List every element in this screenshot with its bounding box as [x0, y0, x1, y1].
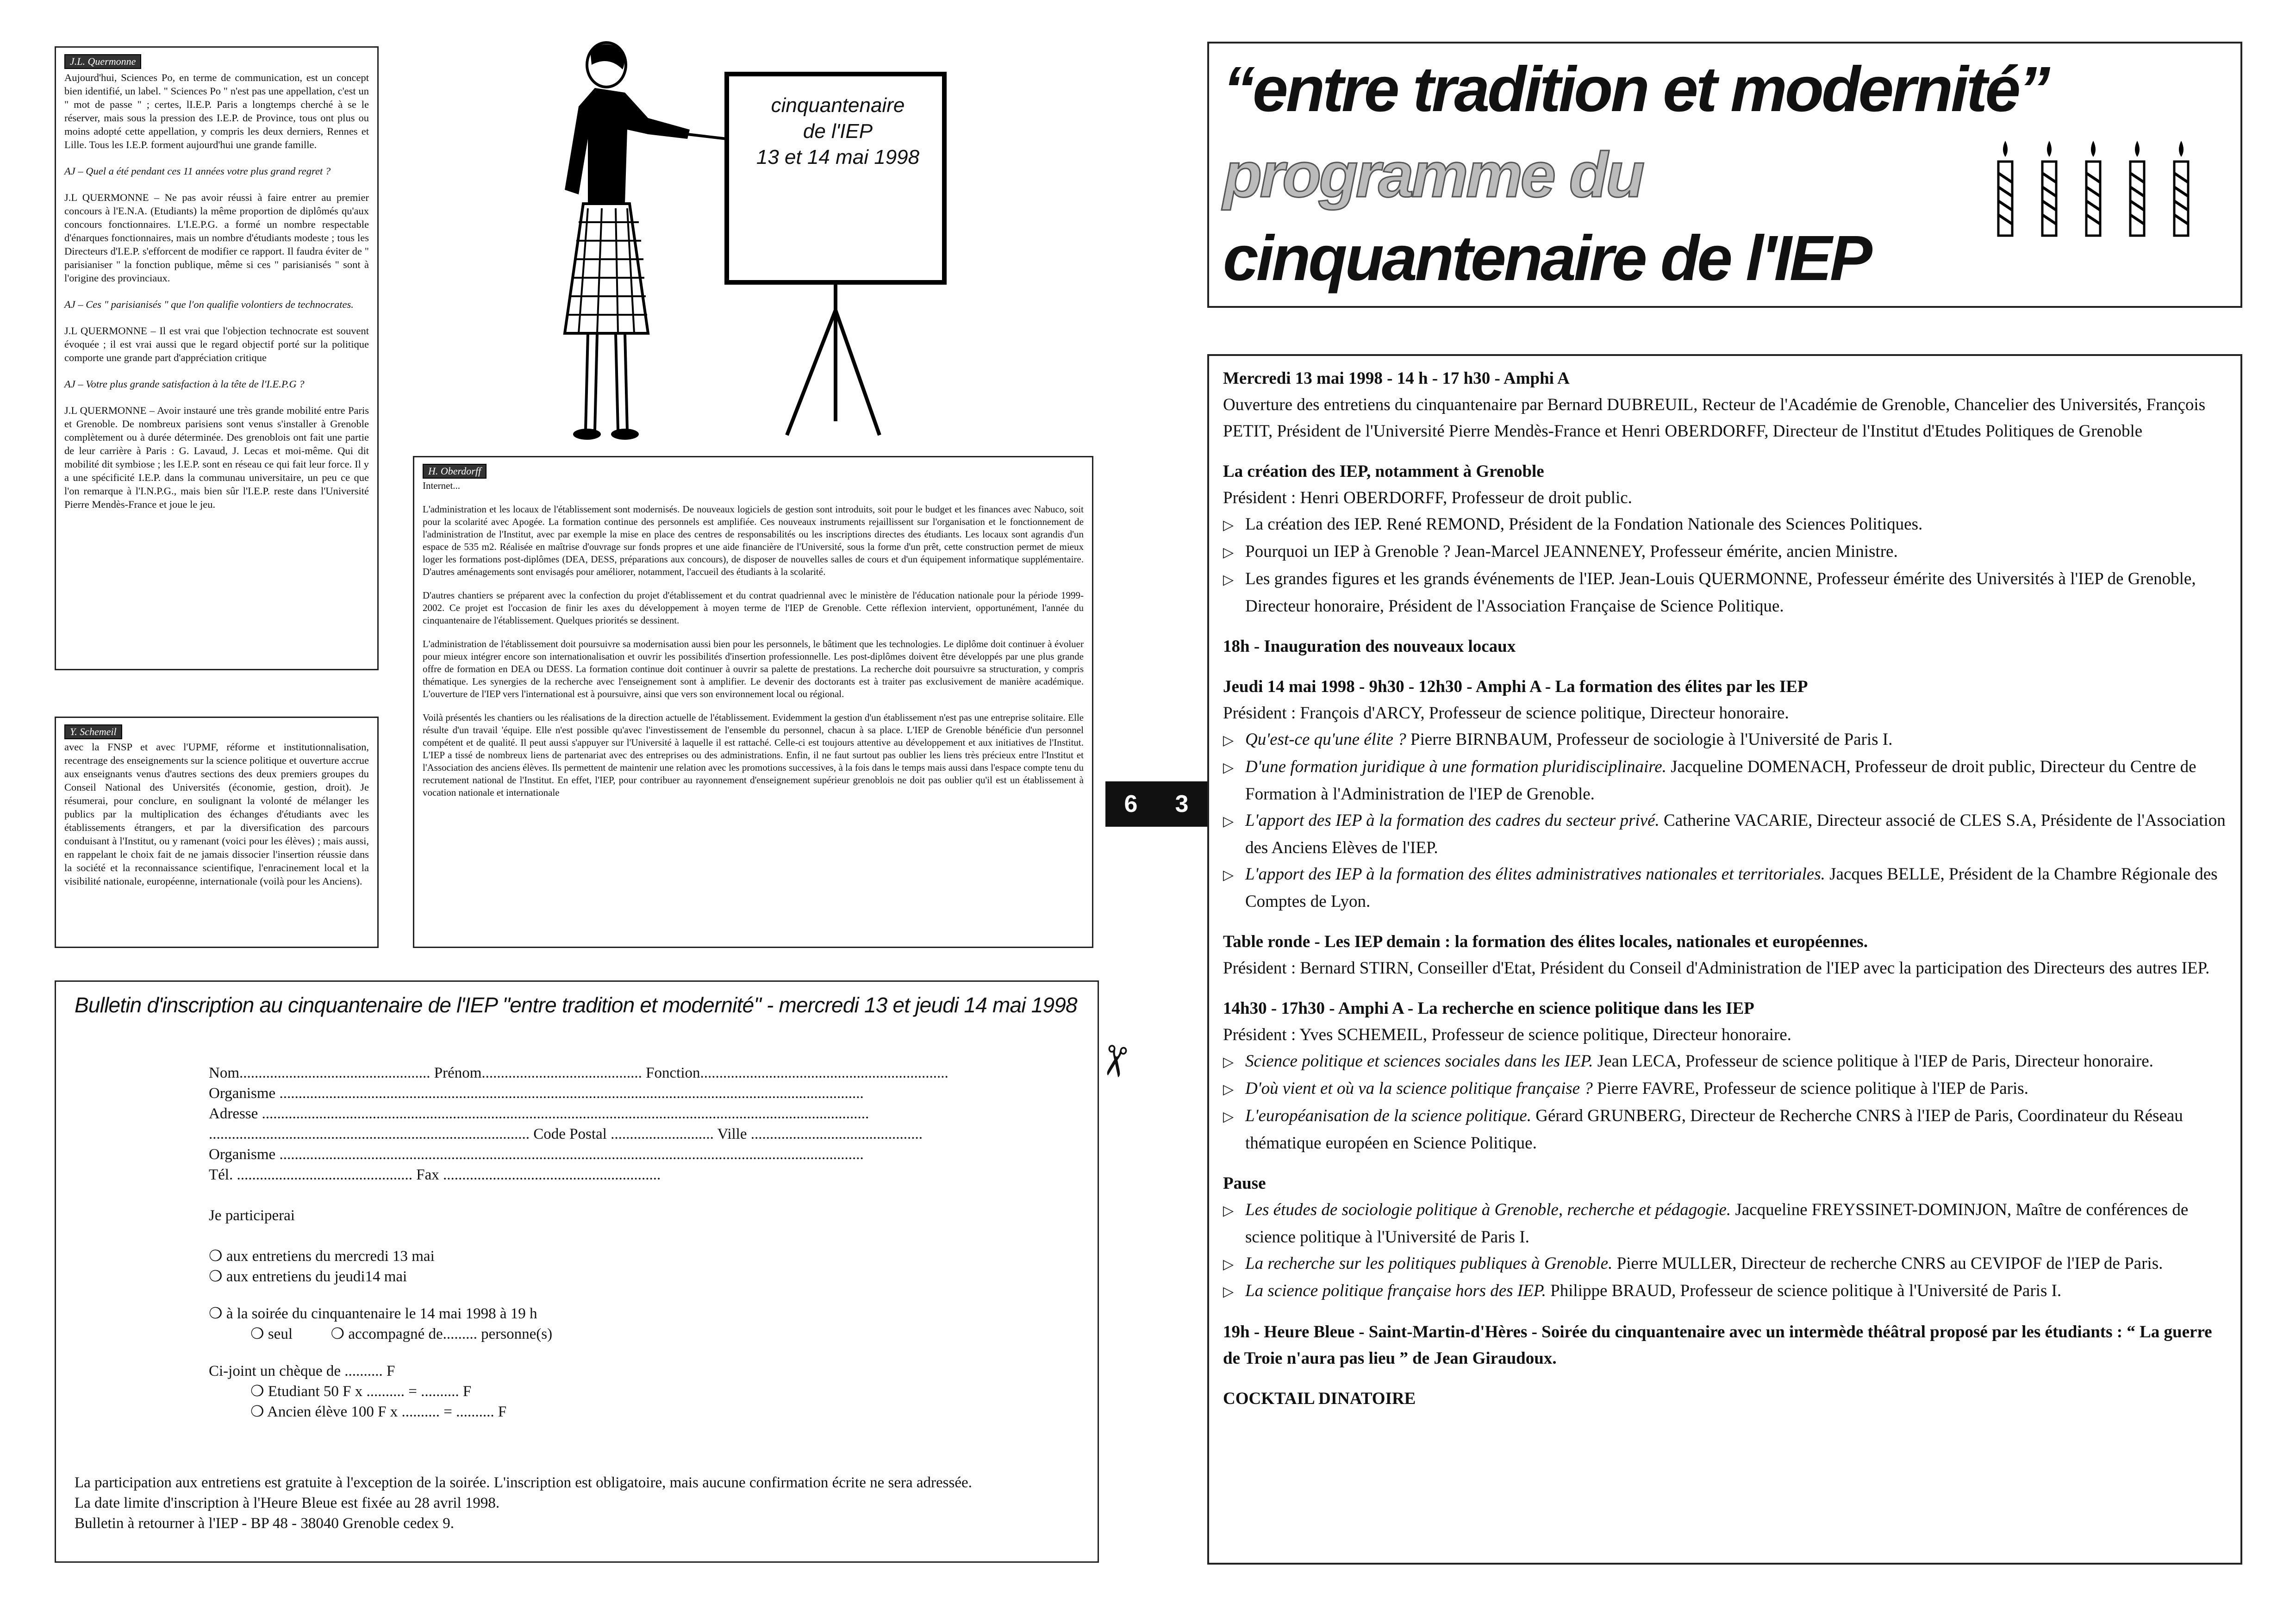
- triangle-bullet-icon: ▷: [1223, 1257, 1234, 1272]
- program-item-title: Science politique et sciences sociales dans les IEP.: [1245, 1052, 1593, 1071]
- program-item: [1223, 1250, 2227, 1278]
- afternoon-president: Président : Yves SCHEMEIL, Professeur de science politique, Directeur honoraire.: [1223, 1025, 1791, 1044]
- program-item-title: D'où vient et où va la science politique française ?: [1245, 1079, 1593, 1098]
- evening-heading: 19h - Heure Bleue - Saint-Martin-d'Hères - Soirée du cinquantenaire avec un intermède théâtral proposé par les étudiants : “ La guerre de Troie n'aura pas lieu ” de Jean Giraudoux.: [1223, 1323, 2212, 1368]
- program-item: [1223, 511, 2227, 538]
- field-organisme[interactable]: Organisme .........................................................................................................................................................: [209, 1085, 864, 1102]
- quermonne-paragraph: Aujourd'hui, Sciences Po, en terme de communication, est un concept bien identifié, un label. " Sciences Po " n'est pas une appellation, c'est un " mot de passe " ; certes, lI.E.P. Paris a longtemps cherché à se le réserver, mais sous la pression des I.E.P. de Province, tous ont plus ou moins adopté cette appellation, y compris les deux derniers, Rennes et Lille. Tous les I.E.P. forment aujourd'hui une grande famille.: [64, 72, 369, 150]
- program-item-title: La science politique française hors des IEP.: [1245, 1281, 1546, 1300]
- program-item-speaker: Jean LECA, Professeur de science politique à l'IEP de Paris, Directeur honoraire.: [1593, 1052, 2153, 1071]
- triangle-bullet-icon: ▷: [1223, 814, 1234, 829]
- form-note-2: La date limite d'inscription à l'Heure Bleue est fixée au 28 avril 1998.: [75, 1495, 500, 1511]
- triangle-bullet-icon: ▷: [1223, 1082, 1234, 1097]
- program-item-text: La création des IEP. René REMOND, Président de la Fondation Nationale des Sciences Politiques.: [1245, 515, 1923, 534]
- thu-list: [1223, 726, 2227, 915]
- program-item-speaker: Pierre BIRNBAUM, Professeur de sociologie à l'Université de Paris I.: [1406, 730, 1893, 749]
- creation-president: Président : Henri OBERDORFF, Professeur de droit public.: [1223, 488, 1632, 507]
- option-ancien[interactable]: ❍ Ancien élève 100 F x .......... = .......... F: [250, 1404, 507, 1420]
- program-item-title: La recherche sur les politiques publiques à Grenoble.: [1245, 1254, 1613, 1273]
- program-item-title: D'une formation juridique à une formation pluridisciplinaire.: [1245, 757, 1666, 776]
- program-item-title: Qu'est-ce qu'une élite ?: [1245, 730, 1406, 749]
- cocktail-heading: COCKTAIL DINATOIRE: [1223, 1389, 1416, 1408]
- triangle-bullet-icon: ▷: [1223, 867, 1234, 883]
- field-tel-fax[interactable]: Tél. .............................................. Fax .........................................................: [209, 1167, 661, 1183]
- field-nom[interactable]: Nom.................................................. Prénom.......................................... Fonction.................................................................: [209, 1065, 948, 1081]
- oberdorff-paragraph: Internet...: [423, 480, 461, 491]
- program-item: [1223, 1278, 2227, 1305]
- program-item-speaker: Pierre FAVRE, Professeur de science politique à l'IEP de Paris.: [1592, 1079, 2028, 1098]
- program-item-speaker: Catherine VACARIE, Directeur associé de CLES S.A, Présidente de l'Association des Anciens Elèves de l'IEP.: [1245, 811, 2226, 857]
- program-item: [1223, 566, 2227, 619]
- option-mercredi[interactable]: ❍ aux entretiens du mercredi 13 mai: [209, 1248, 435, 1265]
- table-ronde-text: Président : Bernard STIRN, Conseiller d'Etat, Président du Conseil d'Administration de l'IEP avec la participation des Directeurs des autres IEP.: [1223, 959, 2210, 978]
- thu-session-heading: Jeudi 14 mai 1998 - 9h30 - 12h30 - Amphi A - La formation des élites par les IEP: [1223, 677, 1808, 696]
- program-item: [1223, 807, 2227, 861]
- option-soiree[interactable]: ❍ à la soirée du cinquantenaire le 14 mai 1998 à 19 h: [209, 1305, 537, 1322]
- program-item: [1223, 861, 2227, 915]
- header-title-1: “entre tradition et modernité”: [1223, 54, 2048, 125]
- program-item-title: L'apport des IEP à la formation des élites administratives nationales et territoriales.: [1245, 865, 1825, 884]
- triangle-bullet-icon: ▷: [1223, 1054, 1234, 1070]
- program-box: [1207, 354, 2242, 1565]
- thu-president: Président : François d'ARCY, Professeur de science politique, Directeur honoraire.: [1223, 704, 1789, 723]
- oberdorff-box: [413, 456, 1093, 948]
- program-item-title: L'européanisation de la science politique.: [1245, 1106, 1531, 1125]
- pause-heading: Pause: [1223, 1174, 1266, 1193]
- program-item-title: Les études de sociologie politique à Grenoble, recherche et pédagogie.: [1245, 1200, 1731, 1219]
- wed-session-heading: Mercredi 13 mai 1998 - 14 h - 17 h30 - Amphi A: [1223, 369, 1570, 388]
- schemeil-text: avec la FNSP et avec l'UPMF, réforme et institutionnalisation, recentrage des enseignements sur la science politique et ouverture accrue aux enseignants venus d'autres sections des deux premiers groupes du Conseil National des Universités (économie, gestion, droit). Je résumerai, pour conclure, en soulignant la volonté de mélanger les publics par la multiplication des échanges d'étudiants avec les établissements étrangers, et par la diversification des parcours conduisant à l'Institut, ou y ramenant (voici pour les élèves) ; mais aussi, en rappelant le choix fait de ne jamais dissocier l'insertion réussie dans la société et la reconnaissance scientifique, l'enracinement local et la visibilité nationale, européenne, internationale (voilà pour les Anciens).: [64, 741, 369, 887]
- cinquantenaire-illustration: [509, 37, 972, 454]
- poster-line-3: 13 et 14 mai 1998: [756, 146, 920, 168]
- oberdorff-paragraph: D'autres chantiers se préparent avec la confection du projet d'établissement et du contrat quadriennal avec le ministère de l'éducation nationale pour la période 1999-2002. Ce projet est l'occasion de finir les axes du développement à moyen terme de l'IEP de Grenoble. Cette réflexion intervient, opportunément, l'année du cinquantenaire de l'établissement. Quelques priorités se dessinent.: [423, 590, 1084, 626]
- quermonne-tag: J.L. Quermonne: [64, 54, 141, 69]
- quermonne-paragraph: AJ – Quel a été pendant ces 11 années votre plus grand regret ?: [64, 165, 331, 177]
- oberdorff-text: [423, 480, 1084, 799]
- page-number-left: 6: [1124, 791, 1138, 817]
- pause-list: [1223, 1197, 2227, 1305]
- cheque-line[interactable]: Ci-joint un chèque de .......... F: [209, 1363, 395, 1379]
- program-item-speaker: Jacqueline FREYSSINET-DOMINJON, Maître de conférences de science politique à l'Université de Paris I.: [1245, 1200, 2189, 1247]
- wed-session-text: Ouverture des entretiens du cinquantenaire par Bernard DUBREUIL, Recteur de l'Académie de Grenoble, Chancelier des Universités, François PETIT, Président de l'Université Pierre Mendès-France et Henri OBERDORFF, Directeur de l'Institut d'Etudes Politiques de Grenoble: [1223, 395, 2206, 441]
- program-item-text: Pourquoi un IEP à Grenoble ? Jean-Marcel JEANNENEY, Professeur émérite, ancien Ministre.: [1245, 542, 1898, 561]
- oberdorff-paragraph: L'administration et les locaux de l'établissement sont modernisés. De nouveaux logiciels de gestion sont introduits, soit pour le budget et les finances avec Nabuco, soit pour la scolarité avec Apogée. La formation continue des personnels est amplifiée. Ces nouveaux instruments rejaillissent sur l'organisation et le fonctionnement de l'administration de l'Institut, avec par exemple la mise en place des centres de responsabilités ou les inscriptions directes des étudiants. Les locaux sont agrandis d'un espace de 535 m2. Réalisée en maîtrise d'ouvrage sur fonds propres et une aide financière de l'Université, sous la forme d'un prêt, cette construction permet de mieux loger les formations post-diplômes (DEA, DESS, préparations aux concours), de disposer de nouvelles salles de cours et d'un équipement informatique supplémentaire. D'autres aménagements sont envisagés pour améliorer, notamment, l'accueil des étudiants à la scolarité.: [423, 504, 1084, 577]
- form-note-3: Bulletin à retourner à l'IEP - BP 48 - 38040 Grenoble cedex 9.: [75, 1515, 455, 1532]
- poster-line-2: de l'IEP: [803, 120, 873, 143]
- triangle-bullet-icon: ▷: [1223, 733, 1234, 748]
- quermonne-paragraph: J.L QUERMONNE – Ne pas avoir réussi à faire entrer au premier concours à l'E.N.A. (Etudiants) la même proportion de diplômés qu'aux concours fonctionnaires. L'I.E.P.G. a formé un nombre respectable d'énarques fonctionnaires, mais un nombre d'étudiants modeste ; tous les Directeurs d'I.E.P. s'efforcent de modifier ce rapport. Il faudra éviter de " parisianiser " la fonction publique, même si ces " parisianisés " sont à l'origine des provinciaux.: [64, 192, 369, 284]
- quermonne-text: [64, 71, 369, 511]
- triangle-bullet-icon: ▷: [1223, 1109, 1234, 1124]
- quermonne-paragraph: J.L QUERMONNE – Avoir instauré une très grande mobilité entre Paris et Grenoble. De nombreux parisiens sont venus s'installer à Grenoble complètement ou à durée déterminée. Des grenoblois ont fait une partie de leur carrière à Paris : G. Lavaud, J. Lecas et moi-même. Qui dit mobilité dit symbiose ; les I.E.P. sont en réseau ce qui fait leur force. Il y a une spécificité I.E.P. dans la communau universitaire, un peu ce que l'on remarque à l'I.N.P.G., mais bien sûr l'I.E.P. reste dans l'Université Pierre Mendès-France et joue le jeu.: [64, 405, 369, 510]
- triangle-bullet-icon: ▷: [1223, 518, 1234, 533]
- quermonne-paragraph: AJ – Votre plus grande satisfaction à la tête de l'I.E.P.G ?: [64, 378, 305, 390]
- schemeil-tag: Y. Schemeil: [64, 724, 122, 739]
- creation-heading: La création des IEP, notamment à Grenoble: [1223, 462, 1544, 481]
- quermonne-paragraph: AJ – Ces " parisianisés " que l'on qualifie volontiers de technocrates.: [64, 299, 354, 310]
- program-item: [1223, 1075, 2227, 1103]
- page-number-right: 3: [1175, 791, 1189, 817]
- oberdorff-tag: H. Oberdorff: [423, 464, 487, 479]
- afternoon-heading: 14h30 - 17h30 - Amphi A - La recherche en science politique dans les IEP: [1223, 999, 1754, 1018]
- field-organisme-2[interactable]: Organisme .........................................................................................................................................................: [209, 1146, 864, 1163]
- program-item: [1223, 1197, 2227, 1250]
- program-header: [1207, 42, 2242, 308]
- je-participerai-label: Je participerai: [209, 1207, 295, 1224]
- poster-line-1: cinquantenaire: [771, 94, 905, 117]
- triangle-bullet-icon: ▷: [1223, 545, 1234, 560]
- triangle-bullet-icon: ▷: [1223, 760, 1234, 775]
- program-item-speaker: Philippe BRAUD, Professeur de science politique à l'Université de Paris I.: [1546, 1281, 2062, 1300]
- header-title-2: programme du: [1223, 139, 1643, 211]
- program-item: [1223, 726, 2227, 754]
- oberdorff-paragraph: L'administration de l'établissement doit poursuivre sa modernisation aussi bien pour les personnels, le bâtiment que les technologies. Le diplôme doit continuer à évoluer pour mieux intégrer encore son internationalisation et ouvrir les possibilités d'insertion professionnelle. Les post-diplômes doivent être développés par une plus grande offre de formation en DEA ou DESS. La formation continue doit continuer à ouvrir sa palette de prestations. La recherche doit poursuivre sa structuration, y compris thématique. Les synergies de la recherche avec l'enseignement sont à amplifier. Le devenir des doctorants est à traiter pas exclusivement de manière académique. L'ouverture de l'IEP vers l'international est à poursuivre, ainsi que vers son environnement local ou régional.: [423, 638, 1084, 699]
- option-etudiant[interactable]: ❍ Etudiant 50 F x .......... = .......... F: [250, 1383, 472, 1400]
- program-item-speaker: Jacqueline DOMENACH, Professeur de droit public, Directeur du Centre de Formation à l'Administration de l'IEP de Grenoble.: [1245, 757, 2196, 804]
- scissors-icon: ✂: [1087, 1040, 1142, 1083]
- creation-list: [1223, 511, 2227, 619]
- program-item: [1223, 538, 2227, 566]
- triangle-bullet-icon: ▷: [1223, 1203, 1234, 1218]
- field-adresse[interactable]: Adresse ...............................................................................................................................................................: [209, 1105, 869, 1122]
- inauguration-heading: 18h - Inauguration des nouveaux locaux: [1223, 637, 1516, 656]
- triangle-bullet-icon: ▷: [1223, 1284, 1234, 1299]
- program-item: [1223, 1048, 2227, 1075]
- program-item-speaker: Pierre MULLER, Directeur de recherche CNRS au CEVIPOF de l'IEP de Paris.: [1612, 1254, 2163, 1273]
- schemeil-box: [55, 717, 379, 948]
- program-item-title: L'apport des IEP à la formation des cadres du secteur privé.: [1245, 811, 1660, 830]
- quermonne-paragraph: J.L QUERMONNE – Il est vrai que l'objection technocrate est souvent évoquée ; il est vrai aussi que le regard objectif porté sur la politique comporte une grande part d'appréciation critique: [64, 325, 369, 363]
- option-accompagne[interactable]: ❍ seul ❍ accompagné de......... personne(s): [250, 1326, 553, 1342]
- afternoon-list: [1223, 1048, 2227, 1156]
- oberdorff-paragraph: Voilà présentés les chantiers ou les réalisations de la direction actuelle de l'établissement. Evidemment la gestion d'un établissement n'est pas une entreprise solitaire. Elle résulte d'un travail 'équipe. Elle n'est possible qu'avec l'investissement de l'ensemble du personnel, chacun à sa place. L'IEP de Grenoble bénéficie d'un personnel compétent et de qualité. Il peut aussi s'appuyer sur l'Université à laquelle il est rattaché. Celle-ci est toujours attentive au développement et aux initiatives de l'Institut. L'IEP a tissé de nombreux liens de partenariat avec des entreprises ou des administrations. Enfin, il ne faut surtout pas oublier les liens très précieux entre l'Institut et l'Association des anciens élèves. Ils permettent de maintenir une relation avec les promotions successives, à la fois dans le temps mais aussi dans l'espace compte tenu du recrutement national de l'Institut. En effet, l'IEP, pour contribuer au rayonnement d'enseignement supérieur grenoblois ne doit pas oublier qu'il est un établissement à vocation nationale et internationale: [423, 712, 1084, 798]
- form-title: Bulletin d'inscription au cinquantenaire de l'IEP "entre tradition et modernité" - mercredi 13 et jeudi 14 mai 1998: [75, 993, 1077, 1017]
- triangle-bullet-icon: ▷: [1223, 572, 1234, 587]
- candles-icon: [1987, 136, 2227, 243]
- table-ronde-heading: Table ronde - Les IEP demain : la formation des élites locales, nationales et européennes.: [1223, 932, 1868, 951]
- program-item-speaker: Jacques BELLE, Président de la Chambre Régionale des Comptes de Lyon.: [1245, 865, 2218, 911]
- field-code-postal-ville[interactable]: .................................................................................... Code Postal ........................... Ville .............................................: [209, 1126, 923, 1142]
- program-item-speaker: Gérard GRUNBERG, Directeur de Recherche CNRS à l'IEP de Paris, Coordinateur du Réseau thématique européen en Science Politique.: [1245, 1106, 2183, 1153]
- program-item-text: Les grandes figures et les grands événements de l'IEP. Jean-Louis QUERMONNE, Professeur émérite des Universités à l'IEP de Grenoble, Directeur honoraire, Président de l'Association Française de Science Politique.: [1245, 569, 2196, 616]
- header-title-3: cinquantenaire de l'IEP: [1223, 223, 1870, 294]
- program-item: [1223, 754, 2227, 807]
- registration-form: [55, 980, 1099, 1563]
- option-jeudi[interactable]: ❍ aux entretiens du jeudi14 mai: [209, 1268, 407, 1285]
- program-item: [1223, 1103, 2227, 1156]
- page-number-bar: [1105, 781, 1207, 827]
- quermonne-box: [55, 46, 379, 670]
- form-note-1: La participation aux entretiens est gratuite à l'exception de la soirée. L'inscription est obligatoire, mais aucune confirmation écrite ne sera adressée.: [75, 1474, 972, 1491]
